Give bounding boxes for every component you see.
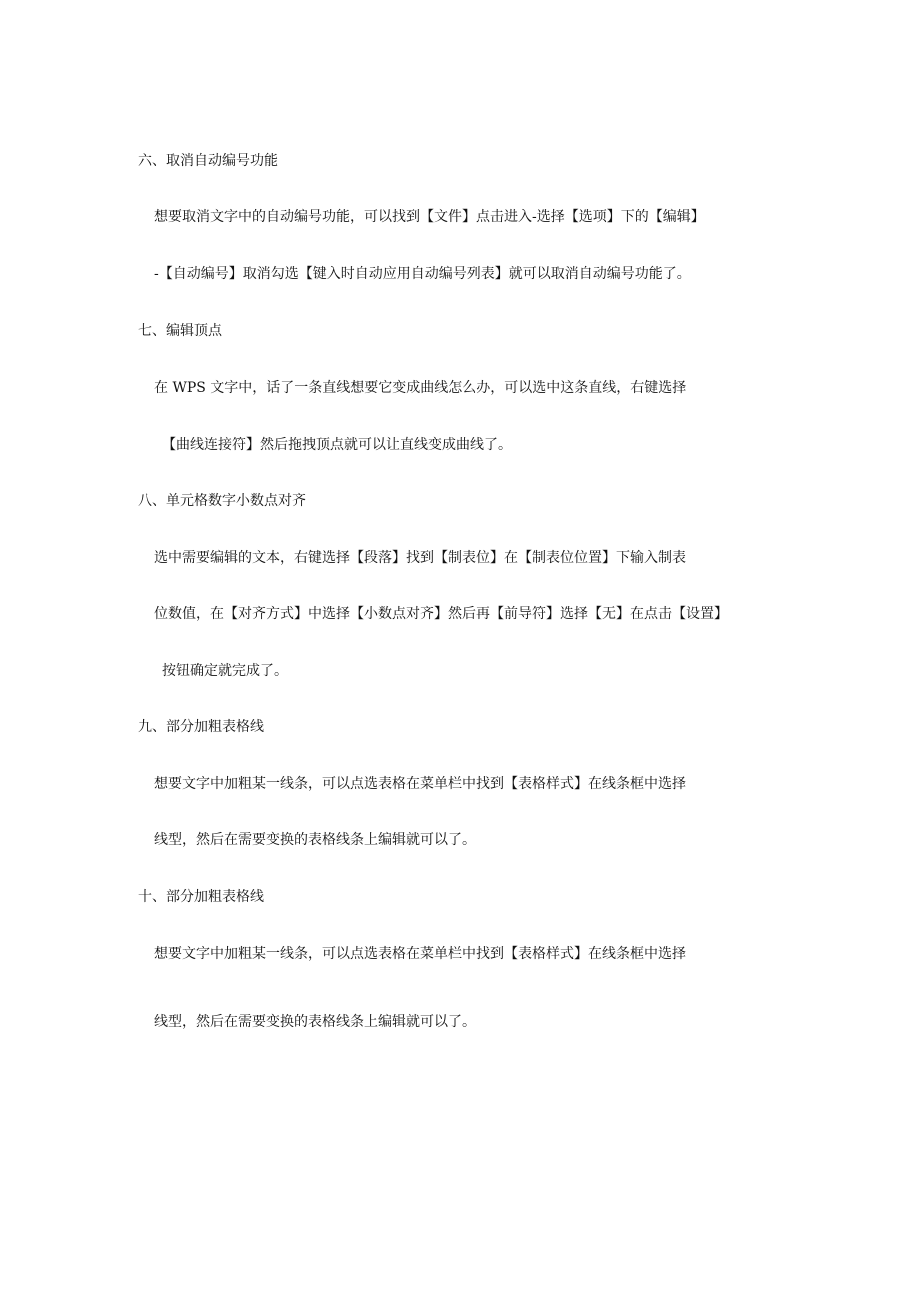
section-6-heading: 六、取消自动编号功能 — [138, 153, 278, 169]
section-9-line-2: 线型，然后在需要变换的表格线条上编辑就可以了。 — [154, 832, 476, 848]
section-8-line-3: 按钮确定就完成了。 — [162, 663, 288, 679]
section-10-line-1: 想要文字中加粗某一线条，可以点选表格在菜单栏中找到【表格样式】在线条框中选择 — [154, 946, 686, 962]
section-6-line-1: 想要取消文字中的自动编号功能，可以找到【文件】点击进入-选择【选项】下的【编辑】 — [154, 209, 705, 225]
section-8-heading: 八、单元格数字小数点对齐 — [138, 493, 306, 509]
section-10-heading: 十、部分加粗表格线 — [138, 889, 264, 905]
section-7-line-2: 【曲线连接符】然后拖拽顶点就可以让直线变成曲线了。 — [162, 437, 512, 453]
section-10-line-2: 线型，然后在需要变换的表格线条上编辑就可以了。 — [154, 1014, 476, 1030]
section-7-line-1: 在 WPS 文字中，话了一条直线想要它变成曲线怎么办，可以选中这条直线，右键选择 — [154, 380, 687, 396]
section-8-line-1: 选中需要编辑的文本，右键选择【段落】找到【制表位】在【制表位位置】下输入制表 — [154, 550, 686, 566]
section-6-line-2: -【自动编号】取消勾选【键入时自动应用自动编号列表】就可以取消自动编号功能了。 — [154, 266, 691, 282]
section-9-heading: 九、部分加粗表格线 — [138, 719, 264, 735]
section-9-line-1: 想要文字中加粗某一线条，可以点选表格在菜单栏中找到【表格样式】在线条框中选择 — [154, 776, 686, 792]
section-7-heading: 七、编辑顶点 — [138, 323, 222, 339]
section-8-line-2: 位数值，在【对齐方式】中选择【小数点对齐】然后再【前导符】选择【无】在点击【设置】 — [154, 606, 728, 622]
